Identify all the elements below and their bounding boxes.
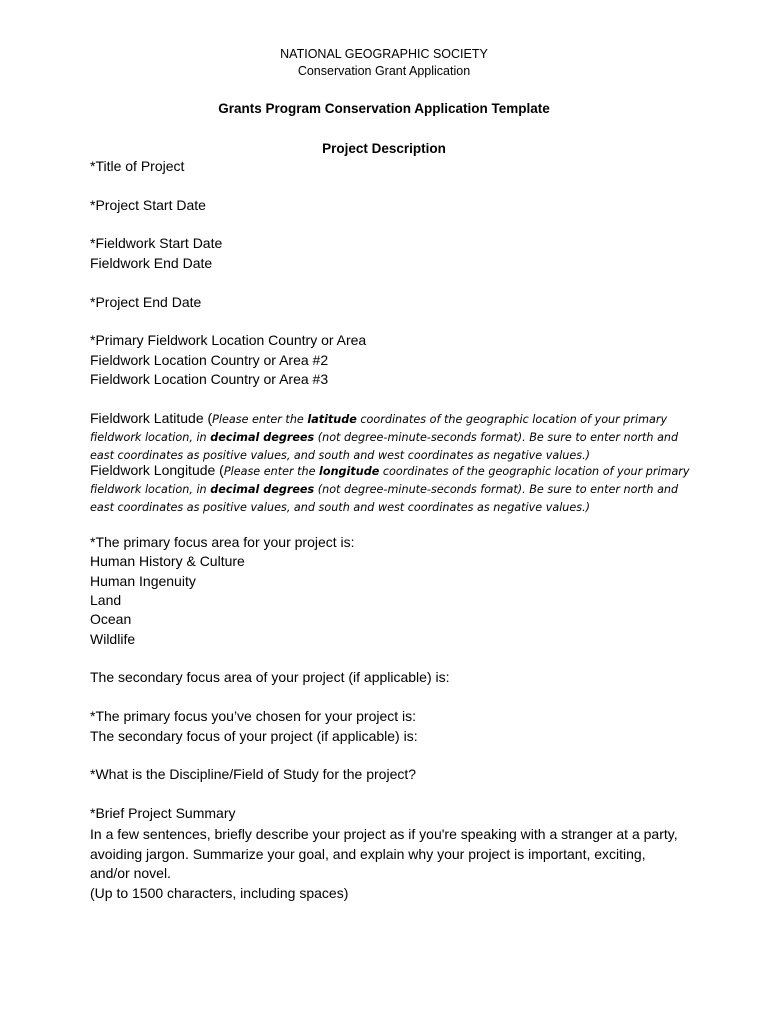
field-primary-location: *Primary Fieldwork Location Country or Area [90, 332, 367, 348]
primary-focus-chosen-prompt: *The primary focus you’ve chosen for your project is: [90, 708, 417, 724]
field-longitude [90, 462, 690, 516]
summary-description [90, 825, 680, 903]
focus-option: Human History & Culture [90, 553, 245, 569]
latitude-instructions: Please enter the latitude coordinates of the geographic location of your primary fieldwork location, in decimal degrees (not degree-minute-seconds format). Be sure to enter north and east coordinates as positive values, and south and west coordinates as negative values.) [90, 413, 679, 462]
application-subtitle: Conservation Grant Application [297, 64, 471, 78]
discipline-prompt: *What is the Discipline/Field of Study for the project? [90, 766, 417, 782]
latitude-label: Fieldwork Latitude ( [90, 410, 213, 426]
field-title-of-project: *Title of Project [90, 158, 185, 174]
focus-option: Ocean [90, 611, 132, 627]
focus-option: Wildlife [90, 631, 136, 647]
summary-character-limit: (Up to 1500 characters, including spaces) [90, 884, 349, 901]
secondary-focus-prompt: The secondary focus of your project (if applicable) is: [90, 728, 418, 744]
organization-name: NATIONAL GEOGRAPHIC SOCIETY [280, 47, 488, 61]
longitude-label: Fieldwork Longitude ( [90, 462, 224, 478]
longitude-instructions: Please enter the longitude coordinates of the geographic location of your primary fieldwork location, in decimal degrees (not degree-minute-seconds format). Be sure to enter north and east coordinates as positive values, and south and west coordinates as negative values.) [90, 465, 690, 514]
template-title: Grants Program Conservation Application Template [218, 101, 550, 116]
section-title: Project Description [322, 141, 446, 156]
field-latitude [90, 410, 690, 464]
field-project-end-date: *Project End Date [90, 294, 202, 310]
summary-label: *Brief Project Summary [90, 805, 236, 821]
field-fieldwork-start-date: *Fieldwork Start Date [90, 235, 223, 251]
primary-focus-prompt: *The primary focus area for your project is: [90, 534, 355, 550]
focus-option: Land [90, 592, 122, 608]
field-location-2: Fieldwork Location Country or Area #2 [90, 352, 329, 368]
field-fieldwork-end-date: Fieldwork End Date [90, 255, 213, 271]
summary-description-text: In a few sentences, briefly describe your project as if you're speaking with a stranger at a party, avoiding jargon. Summarize your goal, and explain why your project is important, exciting, and/or novel. [90, 826, 678, 881]
field-project-start-date: *Project Start Date [90, 197, 206, 213]
field-location-3: Fieldwork Location Country or Area #3 [90, 371, 329, 387]
secondary-focus-area-prompt: The secondary focus area of your project (if applicable) is: [90, 669, 450, 685]
focus-option: Human Ingenuity [90, 573, 196, 589]
